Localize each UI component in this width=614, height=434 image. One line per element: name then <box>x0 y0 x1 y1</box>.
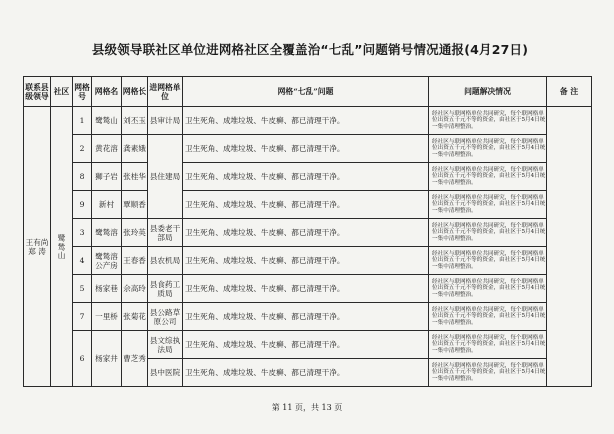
grid-head-cell: 覃顺香 <box>122 191 148 219</box>
solution-cell: 经社区与联网格单位共同研究，每个联网格单位出资五千元不等的资金，由社区于5月4日统一集中清理整治。 <box>429 219 547 247</box>
grid-no-cell: 9 <box>73 191 92 219</box>
problem-cell: 卫生死角、成堆垃圾、牛皮癣、都已清理干净。 <box>183 359 429 387</box>
unit-cell: 县委老干部局 <box>148 219 183 247</box>
remark-cell <box>547 107 592 387</box>
header-leader: 联系县级领导 <box>24 77 51 107</box>
report-table <box>23 76 592 387</box>
header-grid-no: 网格号 <box>73 77 92 107</box>
table-row <box>24 191 592 219</box>
problem-cell: 卫生死角、成堆垃圾、牛皮癣、都已清理干净。 <box>183 135 429 163</box>
unit-cell: 县文综执法局 <box>148 331 183 359</box>
solution-cell: 经社区与联网格单位共同研究，每个联网格单位出资五千元不等的资金，由社区于5月4日统一集中清理整治。 <box>429 331 547 359</box>
unit-cell: 县农机局 <box>148 247 183 275</box>
table-row <box>24 107 592 135</box>
table-row <box>24 135 592 163</box>
problem-cell: 卫生死角、成堆垃圾、牛皮癣、都已清理干净。 <box>183 219 429 247</box>
problem-cell: 卫生死角、成堆垃圾、牛皮癣、都已清理干净。 <box>183 191 429 219</box>
grid-name-cell: 鹭鸶溶公产房 <box>92 247 122 275</box>
header-grid-name: 网格名 <box>92 77 122 107</box>
grid-name-cell: 鹭鸶溶 <box>92 219 122 247</box>
unit-cell: 县公路草原公司 <box>148 303 183 331</box>
problem-cell: 卫生死角、成堆垃圾、牛皮癣、都已清理干净。 <box>183 247 429 275</box>
table-row <box>24 247 592 275</box>
problem-cell: 卫生死角、成堆垃圾、牛皮癣、都已清理干净。 <box>183 107 429 135</box>
header-community: 社区 <box>51 77 73 107</box>
solution-cell: 经社区与联网格单位共同研究，每个联网格单位出资五千元不等的资金，由社区于5月4日统一集中清理整治。 <box>429 275 547 303</box>
community-cell <box>51 107 73 387</box>
header-unit: 进网格单位 <box>148 77 183 107</box>
solution-cell: 经社区与联网格单位共同研究，每个联网格单位出资五千元不等的资金，由社区于5月4日统一集中清理整治。 <box>429 303 547 331</box>
grid-head-cell: 刘丕玉 <box>122 107 148 135</box>
problem-cell: 卫生死角、成堆垃圾、牛皮癣、都已清理干净。 <box>183 163 429 191</box>
table-row <box>24 163 592 191</box>
grid-no-cell: 1 <box>73 107 92 135</box>
grid-no-cell: 5 <box>73 275 92 303</box>
grid-no-cell: 3 <box>73 219 92 247</box>
header-row <box>24 77 592 107</box>
grid-name-cell: 杨家井 <box>92 331 122 387</box>
grid-name-cell: 一里桥 <box>92 303 122 331</box>
table-row <box>24 331 592 359</box>
grid-no-cell: 7 <box>73 303 92 331</box>
leader-cell: 王有尚 郑 涛 <box>24 107 51 387</box>
solution-cell: 经社区与联网格单位共同研究，每个联网格单位出资五千元不等的资金，由社区于5月4日统一集中清理整治。 <box>429 107 547 135</box>
grid-no-cell: 8 <box>73 163 92 191</box>
document-title: 县级领导联社区单位进网格社区全覆盖治“七乱”问题销号情况通报(4月27日) <box>91 42 529 57</box>
problem-cell: 卫生死角、成堆垃圾、牛皮癣、都已清理干净。 <box>183 275 429 303</box>
solution-cell: 经社区与联网格单位共同研究，每个联网格单位出资五千元不等的资金，由社区于5月4日统一集中清理整治。 <box>429 191 547 219</box>
unit-cell: 县中医院 <box>148 359 183 387</box>
grid-name-cell: 鹭鸶山 <box>92 107 122 135</box>
grid-no-cell: 4 <box>73 247 92 275</box>
grid-name-cell: 狮子岩 <box>92 163 122 191</box>
page-footer: 第 11 页，共 13 页 <box>271 403 343 412</box>
solution-cell: 经社区与联网格单位共同研究，每个联网格单位出资五千元不等的资金，由社区于5月4日统一集中清理整治。 <box>429 359 547 387</box>
solution-cell: 经社区与联网格单位共同研究，每个联网格单位出资五千元不等的资金，由社区于5月4日统一集中清理整治。 <box>429 135 547 163</box>
grid-head-cell: 曹芝秀 <box>122 331 148 387</box>
solution-cell: 经社区与联网格单位共同研究，每个联网格单位出资五千元不等的资金，由社区于5月4日统一集中清理整治。 <box>429 247 547 275</box>
grid-no-cell: 2 <box>73 135 92 163</box>
header-solution: 问题解决情况 <box>429 77 547 107</box>
header-grid-head: 网格长 <box>122 77 148 107</box>
problem-cell: 卫生死角、成堆垃圾、牛皮癣、都已清理干净。 <box>183 303 429 331</box>
grid-head-cell: 张玲英 <box>122 219 148 247</box>
header-remark: 备 注 <box>547 77 592 107</box>
grid-name-cell: 黄花溶 <box>92 135 122 163</box>
grid-name-cell: 新村 <box>92 191 122 219</box>
header-problem: 网格“七乱”问题 <box>183 77 429 107</box>
solution-cell: 经社区与联网格单位共同研究，每个联网格单位出资五千元不等的资金，由社区于5月4日统一集中清理整治。 <box>429 163 547 191</box>
community-label: 鹭鸶山 <box>57 233 66 260</box>
problem-cell: 卫生死角、成堆垃圾、牛皮癣、都已清理干净。 <box>183 331 429 359</box>
grid-name-cell: 杨家巷 <box>92 275 122 303</box>
grid-head-cell: 王春香 <box>122 247 148 275</box>
table-row <box>24 275 592 303</box>
unit-cell: 县食药工质局 <box>148 275 183 303</box>
table-row <box>24 219 592 247</box>
table-row <box>24 303 592 331</box>
grid-head-cell: 张菊花 <box>122 303 148 331</box>
unit-cell: 县审计局 <box>148 107 183 135</box>
grid-head-cell: 张桂华 <box>122 163 148 191</box>
unit-cell: 县住建局 <box>148 135 183 219</box>
grid-head-cell: 龚素娥 <box>122 135 148 163</box>
grid-head-cell: 佘高玲 <box>122 275 148 303</box>
grid-no-cell: 6 <box>73 331 92 387</box>
